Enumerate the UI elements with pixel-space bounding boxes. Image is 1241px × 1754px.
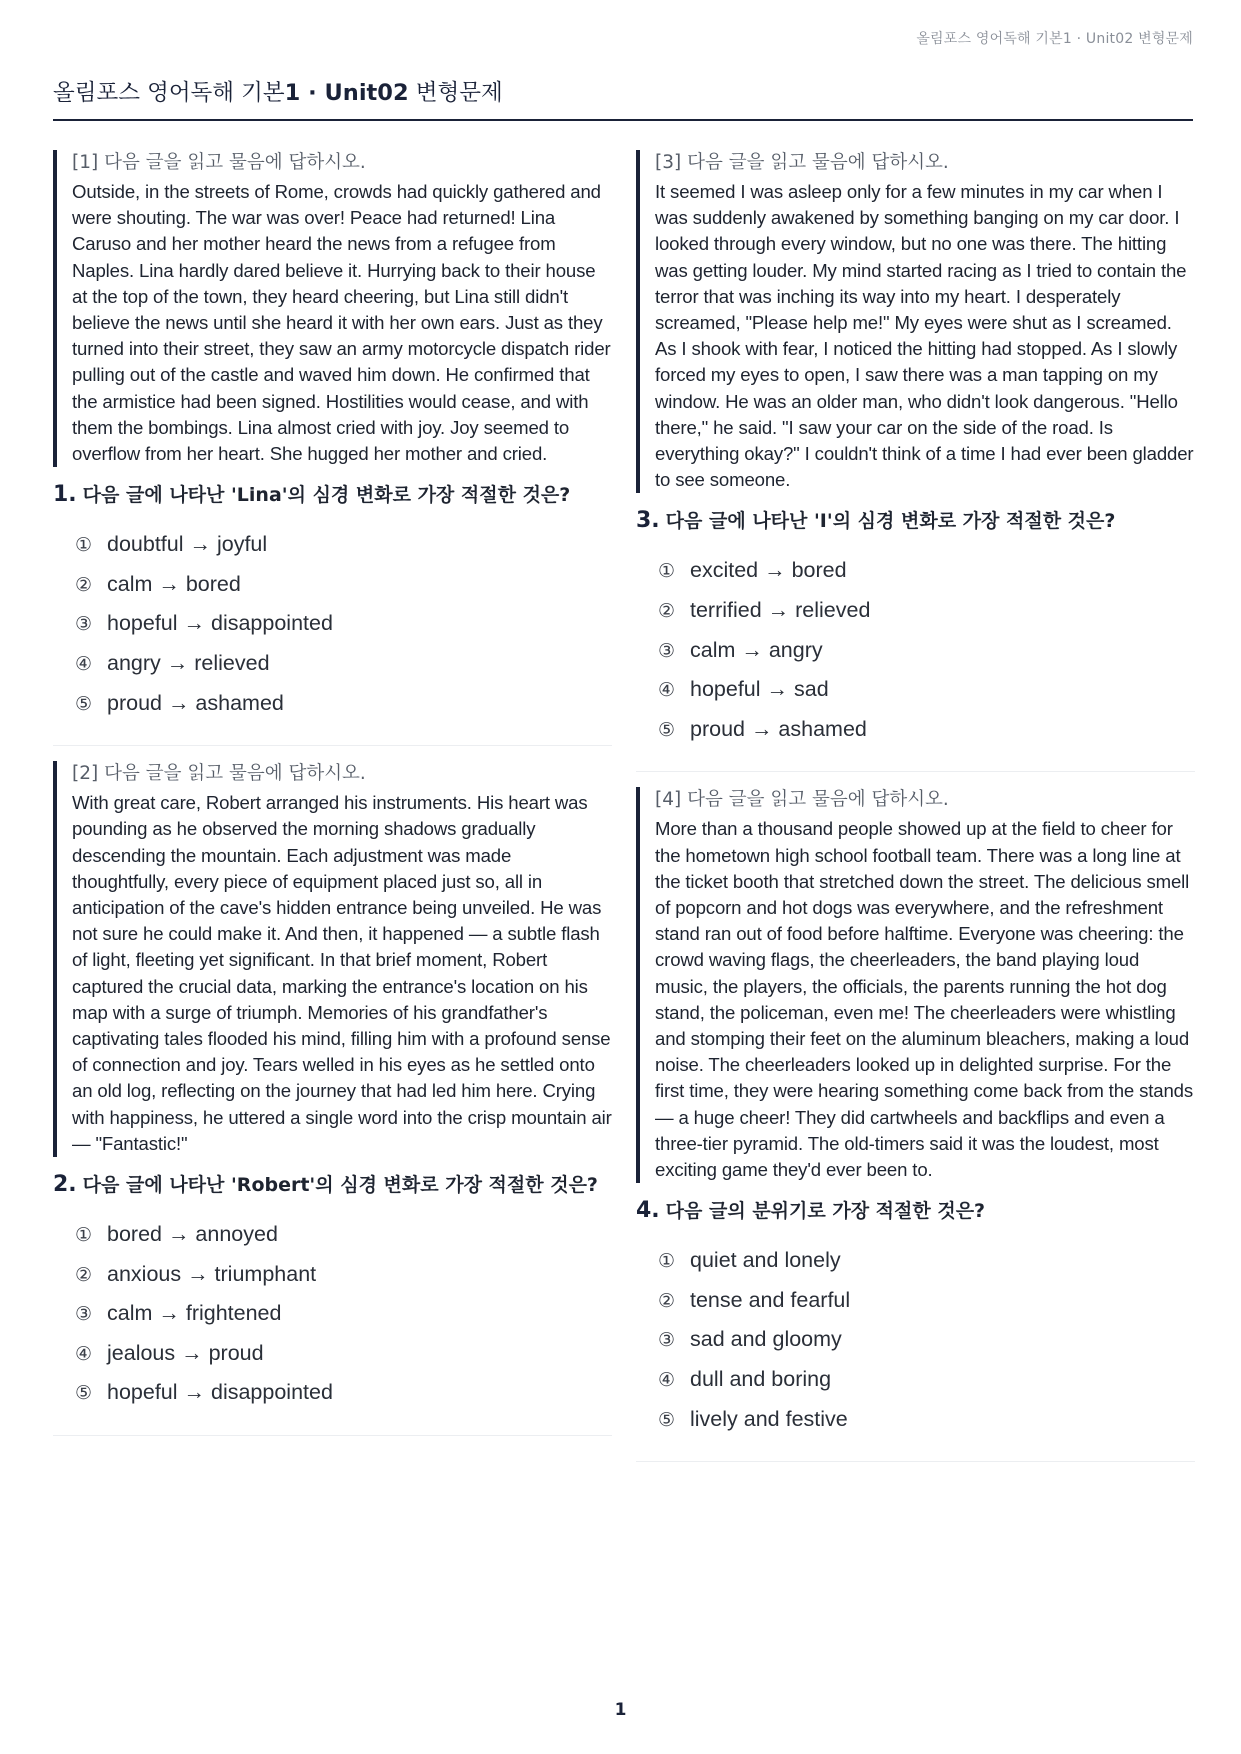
passage-instruction: [1] 다음 글을 읽고 물음에 답하시오.: [72, 152, 366, 173]
choice-item[interactable]: [658, 631, 1195, 671]
choice-item[interactable]: [658, 1400, 1195, 1440]
choice-item[interactable]: [658, 670, 1195, 710]
choice-mark: ①: [658, 1250, 676, 1273]
page-title: [53, 78, 1193, 108]
choice-text: excited → bored: [690, 558, 847, 583]
choice-text: proud → ashamed: [107, 690, 284, 715]
choice-mark: ③: [75, 1303, 93, 1326]
question-text: 다음 글에 나타난 'Robert'의 심경 변화로 가장 적절한 것은?: [82, 1174, 598, 1197]
title-suffix: 변형문제: [408, 80, 503, 106]
choice-text: hopeful → disappointed: [107, 611, 333, 636]
choice-item[interactable]: [658, 710, 1195, 750]
choice-text: jealous → proud: [107, 1340, 264, 1365]
question-number: 1.: [53, 482, 77, 508]
page-title-bar: [53, 78, 1193, 121]
choice-item[interactable]: [75, 1334, 612, 1374]
choice-list: [636, 551, 1195, 749]
choice-text: anxious → triumphant: [107, 1261, 317, 1286]
choice-item[interactable]: [75, 604, 612, 644]
running-header: 올림포스 영어독해 기본1 · Unit02 변형문제: [916, 31, 1193, 47]
passage-text: With great care, Robert arranged his instruments. His heart was pounding as he observed the morning shadows gradually descending the mountain. Each adjustment was made thoughtfully, every piece of equipment placed just so, all in anticipation of the cave's hidden entrance being unveiled. He was not sure he could make it. And then, it happened — a subtle flash of light, fleeting yet significant. In that brief moment, Robert captured the crucial data, marking the entrance's location on his map with a surge of triumph. Memories of his grandfather's captivating tales flooded his mind, filling him with a profound sense of connection and joy. Tears welled in his eyes as he settled onto an old log, reflecting on the journey that had led him here. Crying with happiness, he uttered a single word into the crisp mountain air — "Fantastic!": [72, 792, 612, 1154]
passage-box: [53, 761, 612, 1157]
choice-mark: ②: [658, 1289, 676, 1312]
choice-list: [636, 1241, 1195, 1439]
title-prefix: 올림포스 영어독해 기본: [53, 80, 285, 106]
passage-instruction: [3] 다음 글을 읽고 물음에 답하시오.: [655, 152, 949, 173]
choice-item[interactable]: [658, 1241, 1195, 1281]
choice-text: terrified → relieved: [690, 598, 871, 623]
choice-mark: ①: [658, 560, 676, 583]
choice-mark: ④: [658, 1369, 676, 1392]
choice-mark: ④: [658, 679, 676, 702]
passage-instruction: [2] 다음 글을 읽고 물음에 답하시오.: [72, 763, 366, 785]
choice-mark: ⑤: [658, 718, 676, 741]
choice-mark: ②: [75, 573, 93, 596]
choice-item[interactable]: [75, 684, 612, 724]
choice-mark: ②: [75, 1263, 93, 1286]
choice-item[interactable]: [75, 644, 612, 684]
question-block-1: [53, 150, 612, 746]
choice-text: calm → frightened: [107, 1301, 282, 1326]
question-block-3: [636, 150, 1195, 772]
question-number: 2.: [53, 1172, 77, 1198]
question-number: 4.: [636, 1198, 660, 1224]
choice-item[interactable]: [75, 525, 612, 565]
choice-text: sad and gloomy: [690, 1327, 842, 1352]
choice-mark: ③: [75, 613, 93, 636]
choice-mark: ⑤: [75, 692, 93, 715]
left-column: [53, 150, 612, 1451]
passage-text: It seemed I was asleep only for a few minutes in my car when I was suddenly awakened by something banging on my car door. I looked through every window, but no one was there. The hitting was getting louder. My mind started racing as I tried to contain the terror that was inching its way into my heart. I desperately screamed, "Please help me!" My eyes were shut as I screamed. As I shook with fear, I noticed the hitting had stopped. As I slowly forced my eyes to open, I saw there was a man tapping on my window. He was an older man, who didn't look dangerous. "Hello there," he said. "I saw your car on the side of the road. Is everything okay?" I couldn't think of a time I had ever been gladder to see someone.: [655, 181, 1194, 491]
choice-item[interactable]: [75, 1373, 612, 1413]
choice-text: quiet and lonely: [690, 1248, 841, 1273]
choice-text: doubtful → joyful: [107, 532, 268, 557]
choice-item[interactable]: [75, 1255, 612, 1295]
choice-text: calm → bored: [107, 571, 241, 596]
choice-item[interactable]: [658, 551, 1195, 591]
question-stem: [53, 481, 612, 509]
choice-text: bored → annoyed: [107, 1222, 278, 1247]
choice-text: proud → ashamed: [690, 716, 867, 741]
choice-mark: ④: [75, 653, 93, 676]
title-unit: 1 · Unit02: [284, 80, 409, 106]
choice-mark: ③: [658, 639, 676, 662]
choice-mark: ③: [658, 1329, 676, 1352]
choice-item[interactable]: [658, 591, 1195, 631]
choice-text: calm → angry: [690, 637, 823, 662]
question-text: 다음 글의 분위기로 가장 적절한 것은?: [665, 1200, 986, 1223]
question-block-2: [53, 761, 612, 1436]
choice-item[interactable]: [658, 1281, 1195, 1321]
question-text: 다음 글에 나타난 'Lina'의 심경 변화로 가장 적절한 것은?: [82, 484, 571, 507]
choice-mark: ①: [75, 1224, 93, 1247]
passage-box: [636, 787, 1195, 1183]
passage-box: [636, 150, 1195, 493]
question-text: 다음 글에 나타난 'I'의 심경 변화로 가장 적절한 것은?: [665, 510, 1116, 533]
page-number: 1: [614, 1700, 627, 1720]
choice-item[interactable]: [75, 565, 612, 605]
choice-mark: ④: [75, 1342, 93, 1365]
choice-mark: ①: [75, 534, 93, 557]
choice-text: dull and boring: [690, 1367, 832, 1392]
right-column: [636, 150, 1195, 1477]
question-block-4: [636, 787, 1195, 1462]
choice-text: lively and festive: [690, 1406, 848, 1431]
choice-item[interactable]: [658, 1320, 1195, 1360]
passage-instruction: [4] 다음 글을 읽고 물음에 답하시오.: [655, 789, 949, 811]
choice-mark: ⑤: [75, 1382, 93, 1405]
choice-text: tense and fearful: [690, 1287, 851, 1312]
choice-list: [53, 525, 612, 723]
choice-mark: ②: [658, 600, 676, 623]
passage-box: [53, 150, 612, 467]
choice-item[interactable]: [75, 1215, 612, 1255]
passage-text: Outside, in the streets of Rome, crowds had quickly gathered and were shouting. The war was over! Peace had returned! Lina Caruso and her mother heard the news from a refugee from Naples. Lina hardly dared believe it. Hurrying back to their house at the top of the town, they heard cheering, but Lina still didn't believe the news until she heard it with her own ears. Just as they turned into their street, they saw an army motorcycle dispatch rider pulling out of the castle and waved him down. He confirmed that the armistice had been signed. Hostilities would cease, and with them the bombings. Lina almost cried with joy. Joy seemed to overflow from her heart. She hugged her mother and cried.: [72, 181, 611, 465]
choice-list: [53, 1215, 612, 1413]
choice-text: angry → relieved: [107, 651, 270, 676]
choice-item[interactable]: [75, 1294, 612, 1334]
question-stem: [636, 507, 1195, 535]
passage-text: More than a thousand people showed up at the field to cheer for the hometown high school football team. There was a long line at the ticket booth that stretched down the street. The delicious smell of popcorn and hot dogs was everywhere, and the refreshment stand ran out of food before halftime. Everyone was cheering: the crowd waving flags, the cheerleaders, the band playing loud music, the players, the officials, the parents running the hot dog stand, the policeman, even me! The cheerleaders were whistling and stomping their feet on the aluminum bleachers, making a loud noise. The cheerleaders looked up in delighted surprise. For the first time, they were hearing something come back from the stands — a huge cheer! They did cartwheels and backflips and even a three-tier pyramid. The old-timers said it was the loudest, most exciting game they'd ever been to.: [655, 818, 1193, 1181]
choice-text: hopeful → disappointed: [107, 1380, 333, 1405]
choice-mark: ⑤: [658, 1408, 676, 1431]
question-stem: [636, 1197, 1195, 1225]
question-stem: [53, 1171, 612, 1199]
choice-text: hopeful → sad: [690, 677, 829, 702]
choice-item[interactable]: [658, 1360, 1195, 1400]
question-number: 3.: [636, 508, 660, 534]
